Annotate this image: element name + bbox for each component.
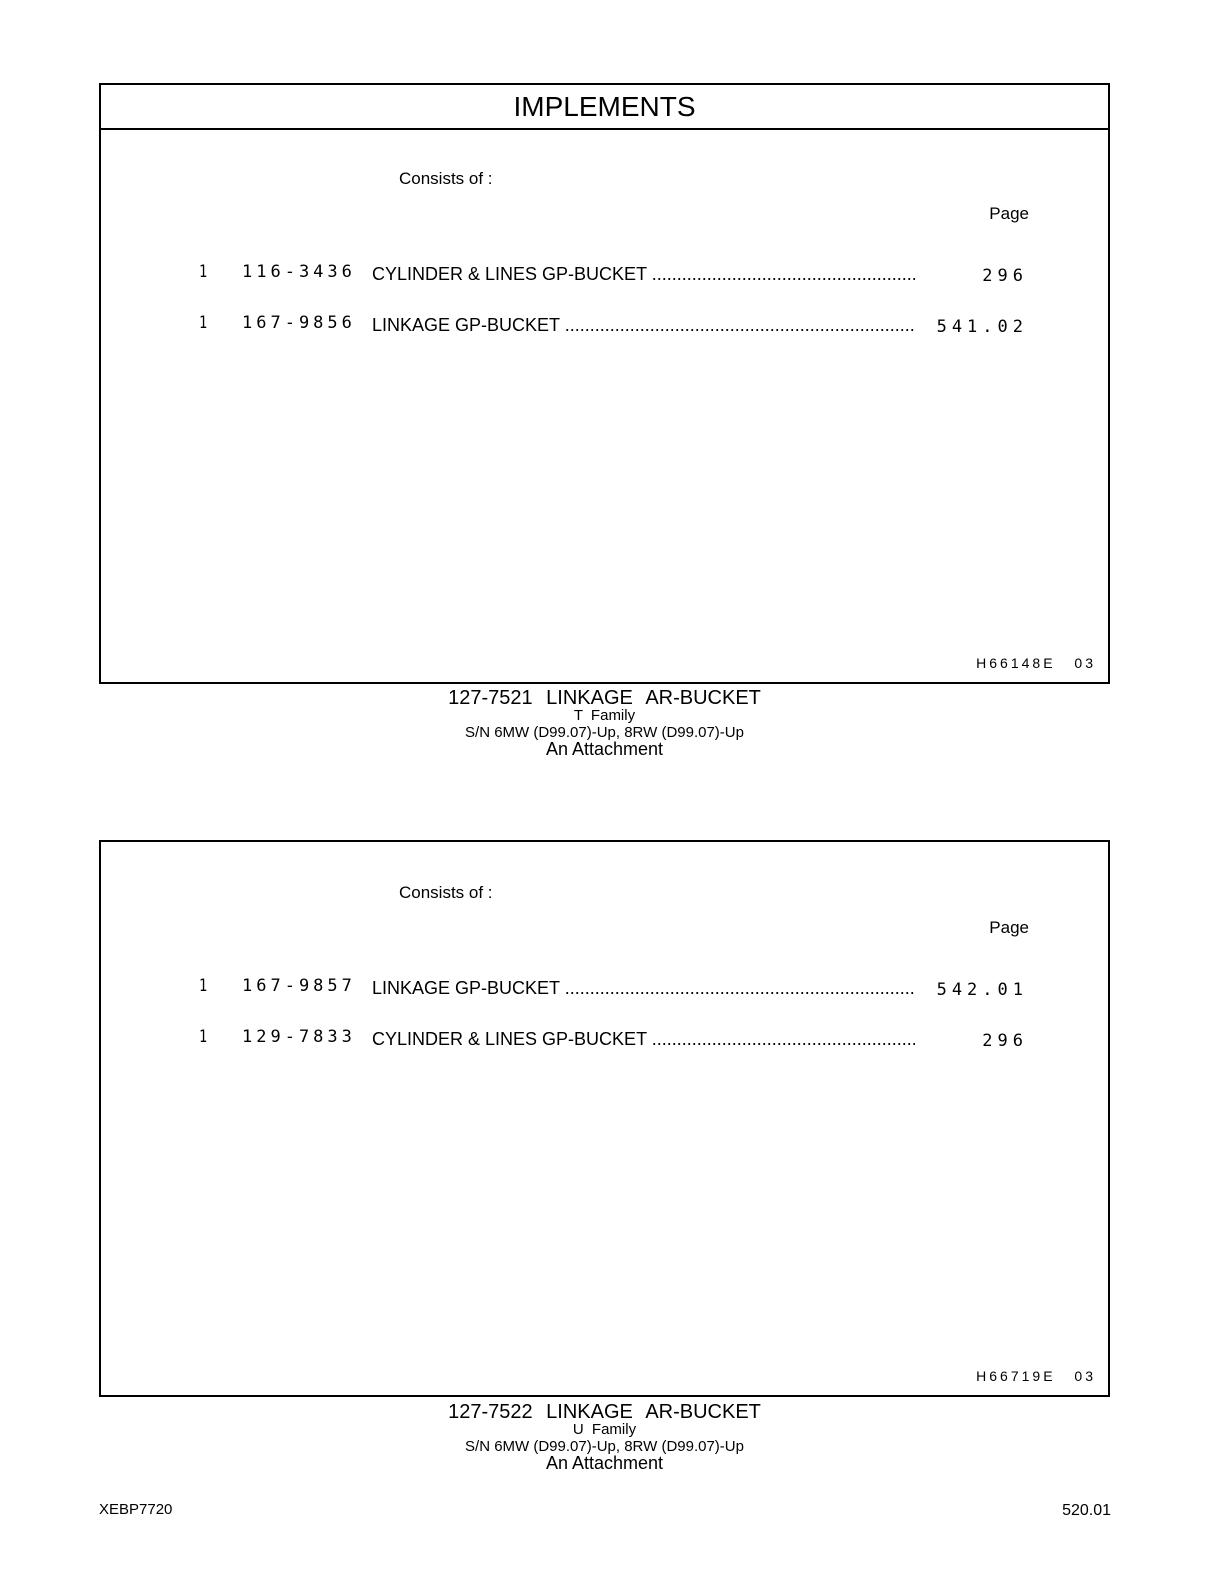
attachment-note: An Attachment (545, 1453, 664, 1473)
page-column-header: Page (989, 918, 1029, 937)
parts-row (101, 260, 1108, 288)
family-label: T Family (573, 707, 636, 724)
item-description: LINKAGE GP-BUCKET ..... (372, 978, 915, 999)
consists-of-label: Consists of : (399, 169, 493, 188)
item-page-reference[interactable]: 296 (982, 266, 1028, 286)
page-column-header: Page (989, 204, 1029, 223)
parts-panel-1 (99, 83, 1110, 684)
parts-row (101, 311, 1108, 339)
item-part-number: 167-9857 (242, 976, 356, 996)
item-description: CYLINDER & LINES GP-BUCKET ..... (372, 264, 915, 285)
item-quantity: 1 (199, 262, 208, 282)
item-quantity: 1 (199, 1027, 208, 1047)
document-number: XEBP7720 (99, 1501, 173, 1518)
consists-of-label: Consists of : (399, 883, 493, 902)
page-title: IMPLEMENTS (101, 85, 1108, 130)
section-caption-2 (99, 1400, 1110, 1473)
family-label: U Family (572, 1421, 637, 1438)
item-part-number: 116-3436 (242, 262, 356, 282)
section-caption-1 (99, 686, 1110, 759)
item-page-reference[interactable]: 542.01 (936, 980, 1028, 1000)
parts-row (101, 1025, 1108, 1053)
item-part-number: 167-9856 (242, 313, 356, 333)
illustration-code: H66148E 03 (976, 655, 1096, 671)
item-description: LINKAGE GP-BUCKET ..... (372, 315, 915, 336)
page-number: 520.01 (1062, 1502, 1111, 1519)
serial-number-range: S/N 6MW (D99.07)-Up, 8RW (D99.07)-Up (465, 724, 744, 741)
illustration-code: H66719E 03 (976, 1368, 1096, 1384)
parts-row (101, 974, 1108, 1002)
item-part-number: 129-7833 (242, 1027, 356, 1047)
arrangement-title: 127-7521 LINKAGE AR-BUCKET (448, 687, 761, 709)
parts-panel-2 (99, 840, 1110, 1397)
item-quantity: 1 (199, 313, 208, 333)
arrangement-title: 127-7522 LINKAGE AR-BUCKET (448, 1401, 761, 1423)
attachment-note: An Attachment (545, 739, 664, 759)
item-description: CYLINDER & LINES GP-BUCKET ..... (372, 1029, 915, 1050)
item-page-reference[interactable]: 541.02 (936, 317, 1028, 337)
serial-number-range: S/N 6MW (D99.07)-Up, 8RW (D99.07)-Up (465, 1438, 744, 1455)
item-page-reference[interactable]: 296 (982, 1031, 1028, 1051)
item-quantity: 1 (199, 976, 208, 996)
